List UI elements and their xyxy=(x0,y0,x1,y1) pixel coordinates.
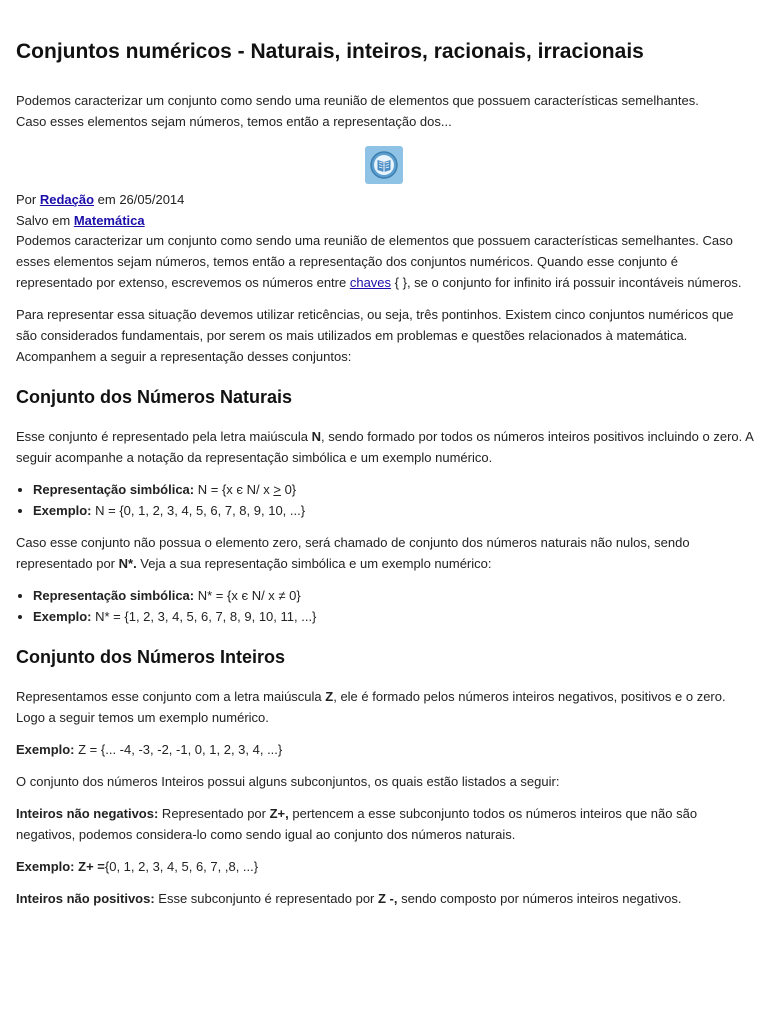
example-label: Exemplo: xyxy=(16,742,75,757)
paragraph-text: Veja a sua representação simbólica e um exemplo numérico: xyxy=(136,556,492,571)
paragraph-representation: Para representar essa situação devemos utilizar reticências, ou seja, três pontinhos. Existem cinco conjuntos numéricos que são considerados fundamentais, por serem os mais utilizados em problemas e questões relacionados à matemática. Acompanhem a seguir a representação desses conjuntos: xyxy=(16,307,734,364)
heading-inteiros: Conjunto dos Números Inteiros xyxy=(16,647,286,667)
paragraph-naturais-nao-nulos xyxy=(16,532,756,574)
list-label: Representação simbólica: xyxy=(33,588,195,603)
paragraph-intro xyxy=(16,230,756,293)
list-item xyxy=(33,585,756,606)
list-label: Exemplo: xyxy=(33,503,92,518)
naturais-list xyxy=(16,479,756,521)
list-item xyxy=(33,500,756,521)
list-value: N* = {1, 2, 3, 4, 5, 6, 7, 8, 9, 10, 11, ...} xyxy=(91,609,317,624)
paragraph-text: pertencem a esse subconjunto todos os números inteiros que não são negativos, podemos considera-lo como sendo igual ao conjunto dos números naturais. xyxy=(16,806,698,842)
book-icon xyxy=(365,146,403,184)
paragraph-text: Podemos caracterizar um conjunto como sendo uma reunião de elementos que possuem características semelhantes. Caso esses elementos sejam números, temos então a representação dos conjuntos numéricos. Quando esse conjunto é representado por extenso, escrevemos os números entre xyxy=(16,233,733,290)
saved-label: Salvo em xyxy=(16,213,74,228)
letter-n: N xyxy=(311,429,321,444)
by-label: Por xyxy=(16,192,40,207)
list-value: N = {x є N/ x xyxy=(194,482,274,497)
symbol-n-star: N*. xyxy=(118,556,137,571)
paragraph-text: Representamos esse conjunto com a letra maiúscula xyxy=(16,689,326,704)
article-meta xyxy=(16,189,184,231)
example-value: {0, 1, 2, 3, 4, 5, 6, 7, ,8, ...} xyxy=(104,859,259,874)
paragraph-text: Esse subconjunto é representado por xyxy=(154,891,378,906)
list-item xyxy=(33,606,756,627)
list-value: 0} xyxy=(280,482,297,497)
list-label: Exemplo: xyxy=(33,609,92,624)
paragraph-text: { }, se o conjunto for infinito irá possuir incontáveis números. xyxy=(391,275,742,290)
paragraph-subconjuntos: O conjunto dos números Inteiros possui alguns subconjuntos, os quais estão listados a seguir: xyxy=(16,774,560,789)
symbol-z-plus: Z+, xyxy=(269,806,289,821)
list-label: Representação simbólica: xyxy=(33,482,195,497)
list-value: N* = {x є N/ x ≠ 0} xyxy=(194,588,301,603)
paragraph-text: Caso esse conjunto não possua o elemento zero, será chamado de conjunto dos números naturais não nulos, sendo representado por xyxy=(16,535,690,571)
paragraph-inteiros-exemplo xyxy=(16,739,756,760)
paragraph-nao-positivos xyxy=(16,888,756,909)
list-item xyxy=(33,479,756,500)
paragraph-nao-negativos xyxy=(16,803,756,845)
paragraph-naturais xyxy=(16,426,756,468)
ge-symbol: > xyxy=(273,482,281,497)
symbol-z-minus: Z -, xyxy=(378,891,398,906)
intro-summary xyxy=(16,90,699,132)
chaves-link[interactable]: chaves xyxy=(349,275,392,290)
example-label: Exemplo: Z+ = xyxy=(16,859,105,874)
heading-naturais: Conjunto dos Números Naturais xyxy=(16,387,293,407)
list-value: N = {0, 1, 2, 3, 4, 5, 6, 7, 8, 9, 10, ...} xyxy=(91,503,306,518)
article-body xyxy=(16,230,756,920)
paragraph-text: sendo composto por números inteiros negativos. xyxy=(397,891,682,906)
paragraph-inteiros xyxy=(16,686,756,728)
author-link[interactable]: Redação xyxy=(39,192,95,207)
subset-label: Inteiros não positivos: xyxy=(16,891,155,906)
intro-line-1: Podemos caracterizar um conjunto como sendo uma reunião de elementos que possuem características semelhantes. xyxy=(16,93,699,108)
category-link[interactable]: Matemática xyxy=(73,213,145,228)
paragraph-text: , ele é formado pelos números inteiros negativos, positivos e o zero. Logo a seguir temos um exemplo numérico. xyxy=(16,689,726,725)
paragraph-nao-negativos-exemplo xyxy=(16,856,756,877)
letter-z: Z xyxy=(325,689,334,704)
page-title: Conjuntos numéricos - Naturais, inteiros, racionais, irracionais xyxy=(16,40,644,63)
subset-label: Inteiros não negativos: xyxy=(16,806,159,821)
paragraph-text: Representado por xyxy=(158,806,270,821)
intro-line-2: Caso esses elementos sejam números, temos então a representação dos... xyxy=(16,114,452,129)
publish-date: em 26/05/2014 xyxy=(94,192,185,207)
paragraph-text: , sendo formado por todos os números inteiros positivos incluindo o zero. A seguir acompanhe a notação da representação simbólica e um exemplo numérico. xyxy=(16,429,754,465)
example-value: Z = {... -4, -3, -2, -1, 0, 1, 2, 3, 4, ...} xyxy=(74,742,283,757)
naturais-star-list xyxy=(16,585,756,627)
paragraph-text: Esse conjunto é representado pela letra maiúscula xyxy=(16,429,312,444)
